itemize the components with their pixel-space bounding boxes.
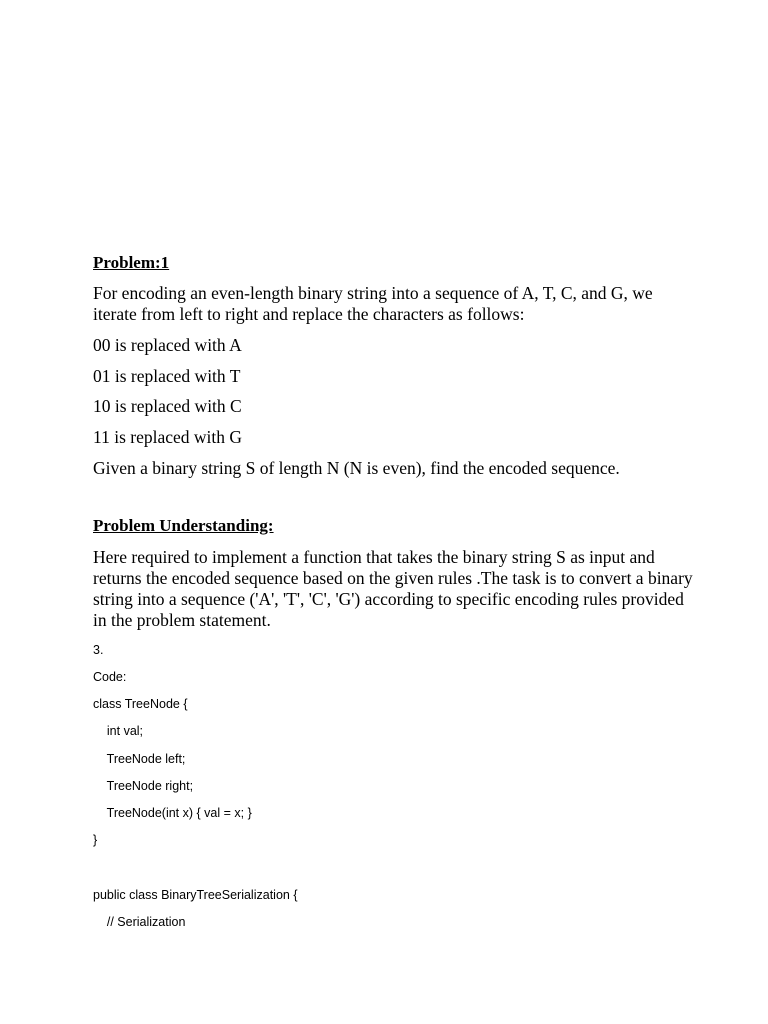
code-line: TreeNode right;: [93, 779, 194, 793]
code-line: TreeNode left;: [93, 752, 186, 766]
problem-heading: Problem:1: [93, 253, 170, 272]
problem-task: Given a binary string S of length N (N is even), find the encoded sequence.: [93, 458, 620, 478]
problem-intro: For encoding an even-length binary string into a sequence of A, T, C, and G, we iterate from left to right and replace the characters as follows:: [93, 283, 653, 324]
code-line: TreeNode(int x) { val = x; }: [93, 806, 252, 820]
rule-line: 11 is replaced with G: [93, 427, 243, 447]
code-line: // Serialization: [93, 915, 186, 929]
code-line: public class BinaryTreeSerialization {: [93, 888, 298, 902]
understanding-heading: Problem Understanding:: [93, 516, 274, 535]
rule-line: 10 is replaced with C: [93, 396, 242, 416]
section-number: 3.: [93, 643, 104, 657]
code-line: class TreeNode {: [93, 697, 188, 711]
understanding-body: Here required to implement a function that takes the binary string S as input and returns the encoded sequence based on the given rules .The task is to convert a binary string into a sequence ('A', 'T', 'C', 'G') according to specific encoding rules provided in the problem statement.: [93, 547, 693, 630]
code-line: }: [93, 833, 98, 847]
rule-line: 00 is replaced with A: [93, 335, 242, 355]
code-label: Code:: [93, 670, 127, 684]
rule-line: 01 is replaced with T: [93, 366, 241, 386]
code-line: int val;: [93, 724, 144, 738]
